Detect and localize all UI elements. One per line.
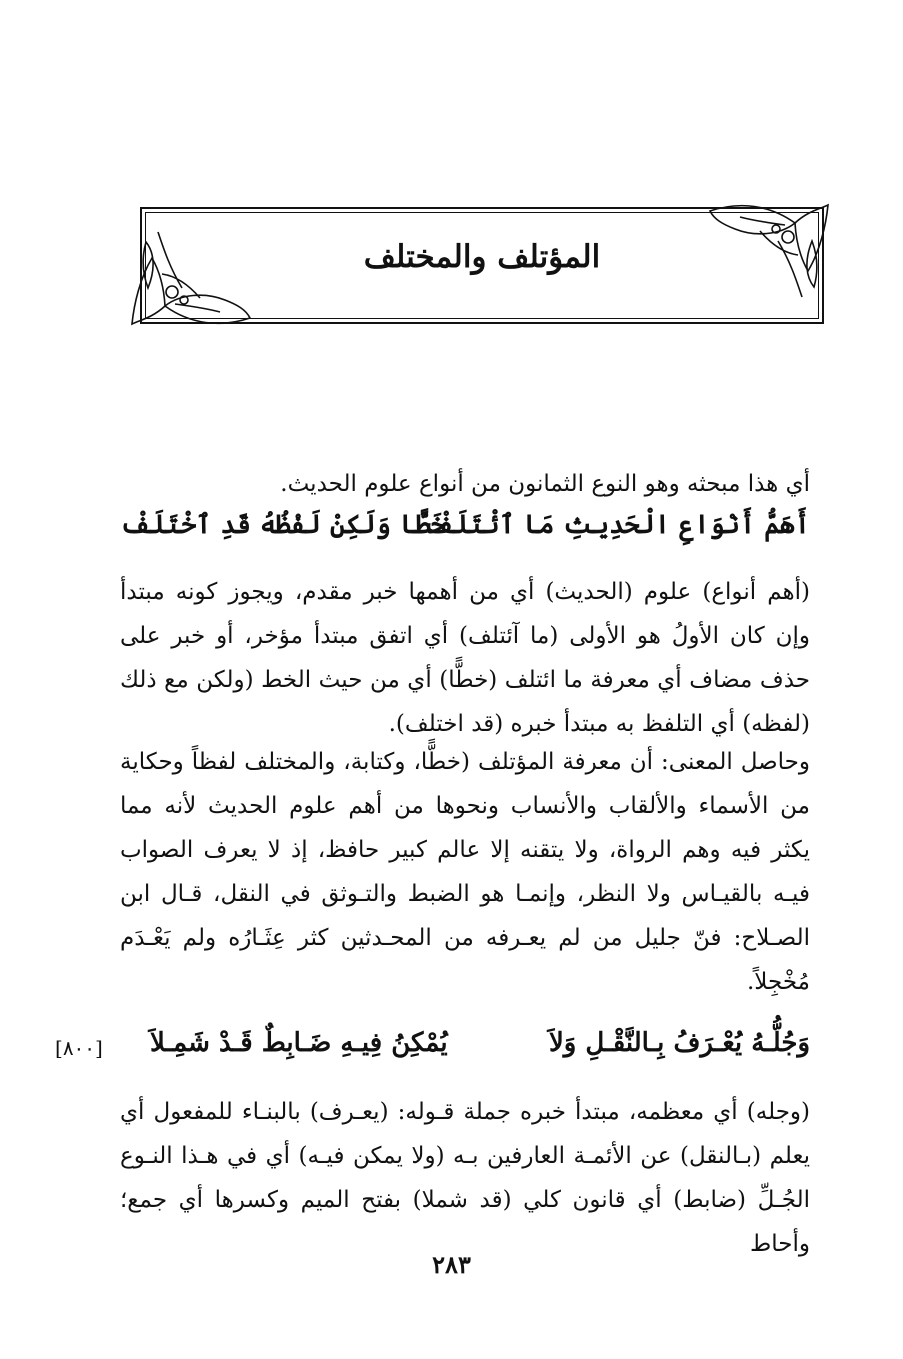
chapter-title-frame [140, 207, 824, 324]
verse-hemistich-second: يُمْكِنُ فِيـهِ ضَـابِطٌ قَـدْ شَمِـلاَ [150, 1028, 448, 1058]
verse-hemistich-first: أَهَمُّ أَنْوَاعِ الْحَدِيثِ مَا ٱئْتَلَفْ [423, 510, 810, 540]
page-number: ٢٨٣ [432, 1250, 471, 1279]
verse-hemistich-first: وَجُلُّـهُ يُعْـرَفُ بِـالنَّقْـلِ وَلاَ [548, 1028, 810, 1058]
chapter-title: المؤتلف والمختلف [363, 239, 601, 275]
commentary-paragraph: (وجله) أي معظمه، مبتدأ خبره جملة قـوله: (يعـرف) بالبنـاء للمفعول أي يعلم (بـالنقل) عن الأئمـة العارفين بـه (ولا يمكن فيـه) أي في هـذا النـوع الجُـلِّ (ضابط) أي قانون كلي (قد شملا) بفتح الميم وكسرها أي جمع؛ وأحاط [120, 1099, 810, 1257]
verse-hemistich-second: خَطًّا وَلَكِنْ لَفْظُهُ قَدِ ٱخْتَلَفْ [120, 510, 446, 540]
verse-number: [٨٠٠] [55, 1036, 103, 1060]
intro-line: أي هذا مبحثه وهو النوع الثمانون من أنواع علوم الحديث. [280, 471, 810, 497]
verse-line [120, 510, 810, 554]
commentary-paragraph: وحاصل المعنى: أن معرفة المؤتلف (خطًّا، وكتابة، والمختلف لفظاً وحكاية من الأسماء والألقاب والأنساب ونحوها من أهم علوم الحديث لأنه مما يكثر فيه وهم الرواة، ولا يتقنه إلا عالم كبير حافظ، إذ لا يعرف الصواب فيـه بالقيـاس ولا النظر، وإنمـا هو الضبط والتـوثق في النقل، قـال ابن الصـلاح: فنّ جليل من لم يعـرفه من المحـدثين كثر عِثَـارُه ولم يَعْـدَم مُخْجِلاً. [120, 749, 810, 995]
commentary-paragraph: (أهم أنواع) علوم (الحديث) أي من أهمها خبر مقدم، ويجوز كونه مبتدأ وإن كان الأولُ هو الأولى (ما آئتلف) أي اتفق مبتدأ مؤخر، أو خبر على حذف مضاف أي معرفة ما ائتلف (خطًّا) أي من حيث الخط (ولكن مع ذلك (لفظه) أي التلفظ به مبتدأ خبره (قد اختلف). [120, 579, 810, 737]
verse-line [150, 1028, 810, 1072]
